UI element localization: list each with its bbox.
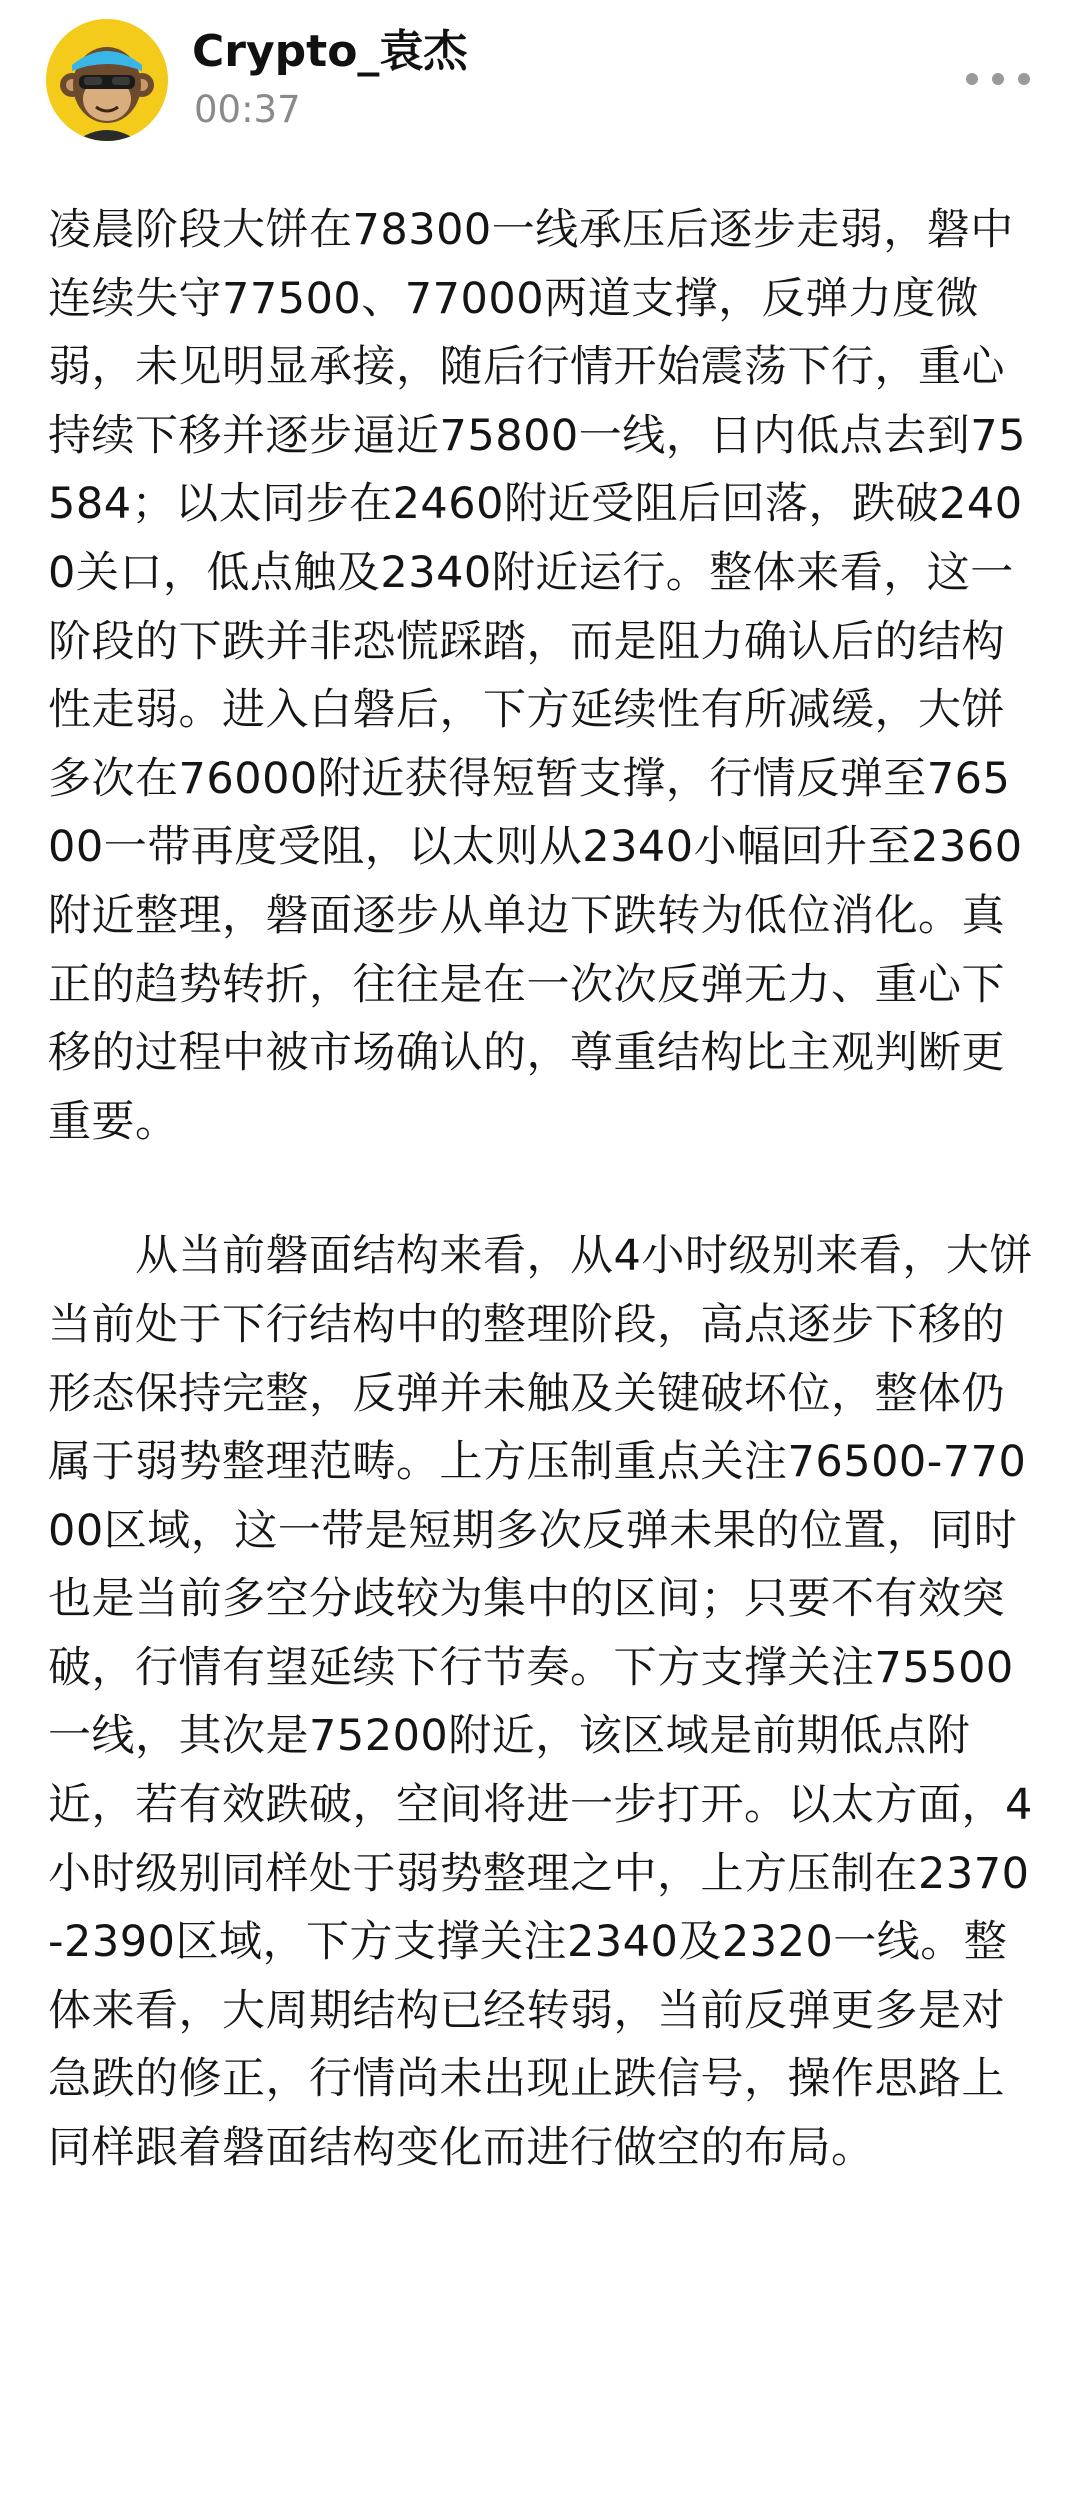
more-horizontal-icon: [966, 73, 978, 85]
post-paragraph-2: 从当前磐面结构来看，从4小时级别来看，大饼当前处于下行结构中的整理阶段，高点逐步下移的形态保持完整，反弹并未触及关键破坏位，整体仍属于弱势整理范畴。上方压制重点关注76500-77000区域，这一带是短期多次反弹未果的位置，同时也是当前多空分歧较为集中的区间；只要不有效突破，行情有望延续下行节奏。下方支撑关注75500一线，其次是75200附近，该区域是前期低点附近，若有效跌破，空间将进一步打开。以太方面，4小时级别同样处于弱势整理之中，上方压制在2370-2390区域，下方支撑关注2340及2320一线。整体来看，大周期结构已经转弱，当前反弹更多是对急跌的修正，行情尚未出现止跌信号，操作思路上同样跟着磐面结构变化而进行做空的布局。: [48, 1231, 1033, 2174]
more-horizontal-icon-dot-3: [1018, 73, 1030, 85]
author-avatar[interactable]: [46, 19, 168, 141]
more-options-button[interactable]: [962, 54, 1034, 104]
more-horizontal-icon-dot-2: [992, 73, 1004, 85]
post-body: [48, 196, 1034, 2183]
monkey-avatar-icon: [46, 19, 168, 141]
post-timestamp: 00:37: [194, 88, 301, 131]
post-header: [0, 0, 1080, 160]
post-paragraph-1: 凌晨阶段大饼在78300一线承压后逐步走弱，磐中连续失守77500、77000两道支撑，反弹力度微弱，未见明显承接，随后行情开始震荡下行，重心持续下移并逐步逼近75800一线，日内低点去到75584；以太同步在2460附近受阻后回落，跌破2400关口，低点触及2340附近运行。整体来看，这一阶段的下跌并非恐慌踩踏，而是阻力确认后的结构性走弱。进入白磐后，下方延续性有所减缓，大饼多次在76000附近获得短暂支撑，行情反弹至76500一带再度受阻，以太则从2340小幅回升至2360附近整理，磐面逐步从单边下跌转为低位消化。真正的趋势转折，往往是在一次次反弹无力、重心下移的过程中被市场确认的，尊重结构比主观判断更重要。: [48, 205, 1027, 1147]
paragraph-spacer: [48, 1156, 1034, 1222]
author-name[interactable]: Crypto_袁杰: [192, 26, 468, 77]
